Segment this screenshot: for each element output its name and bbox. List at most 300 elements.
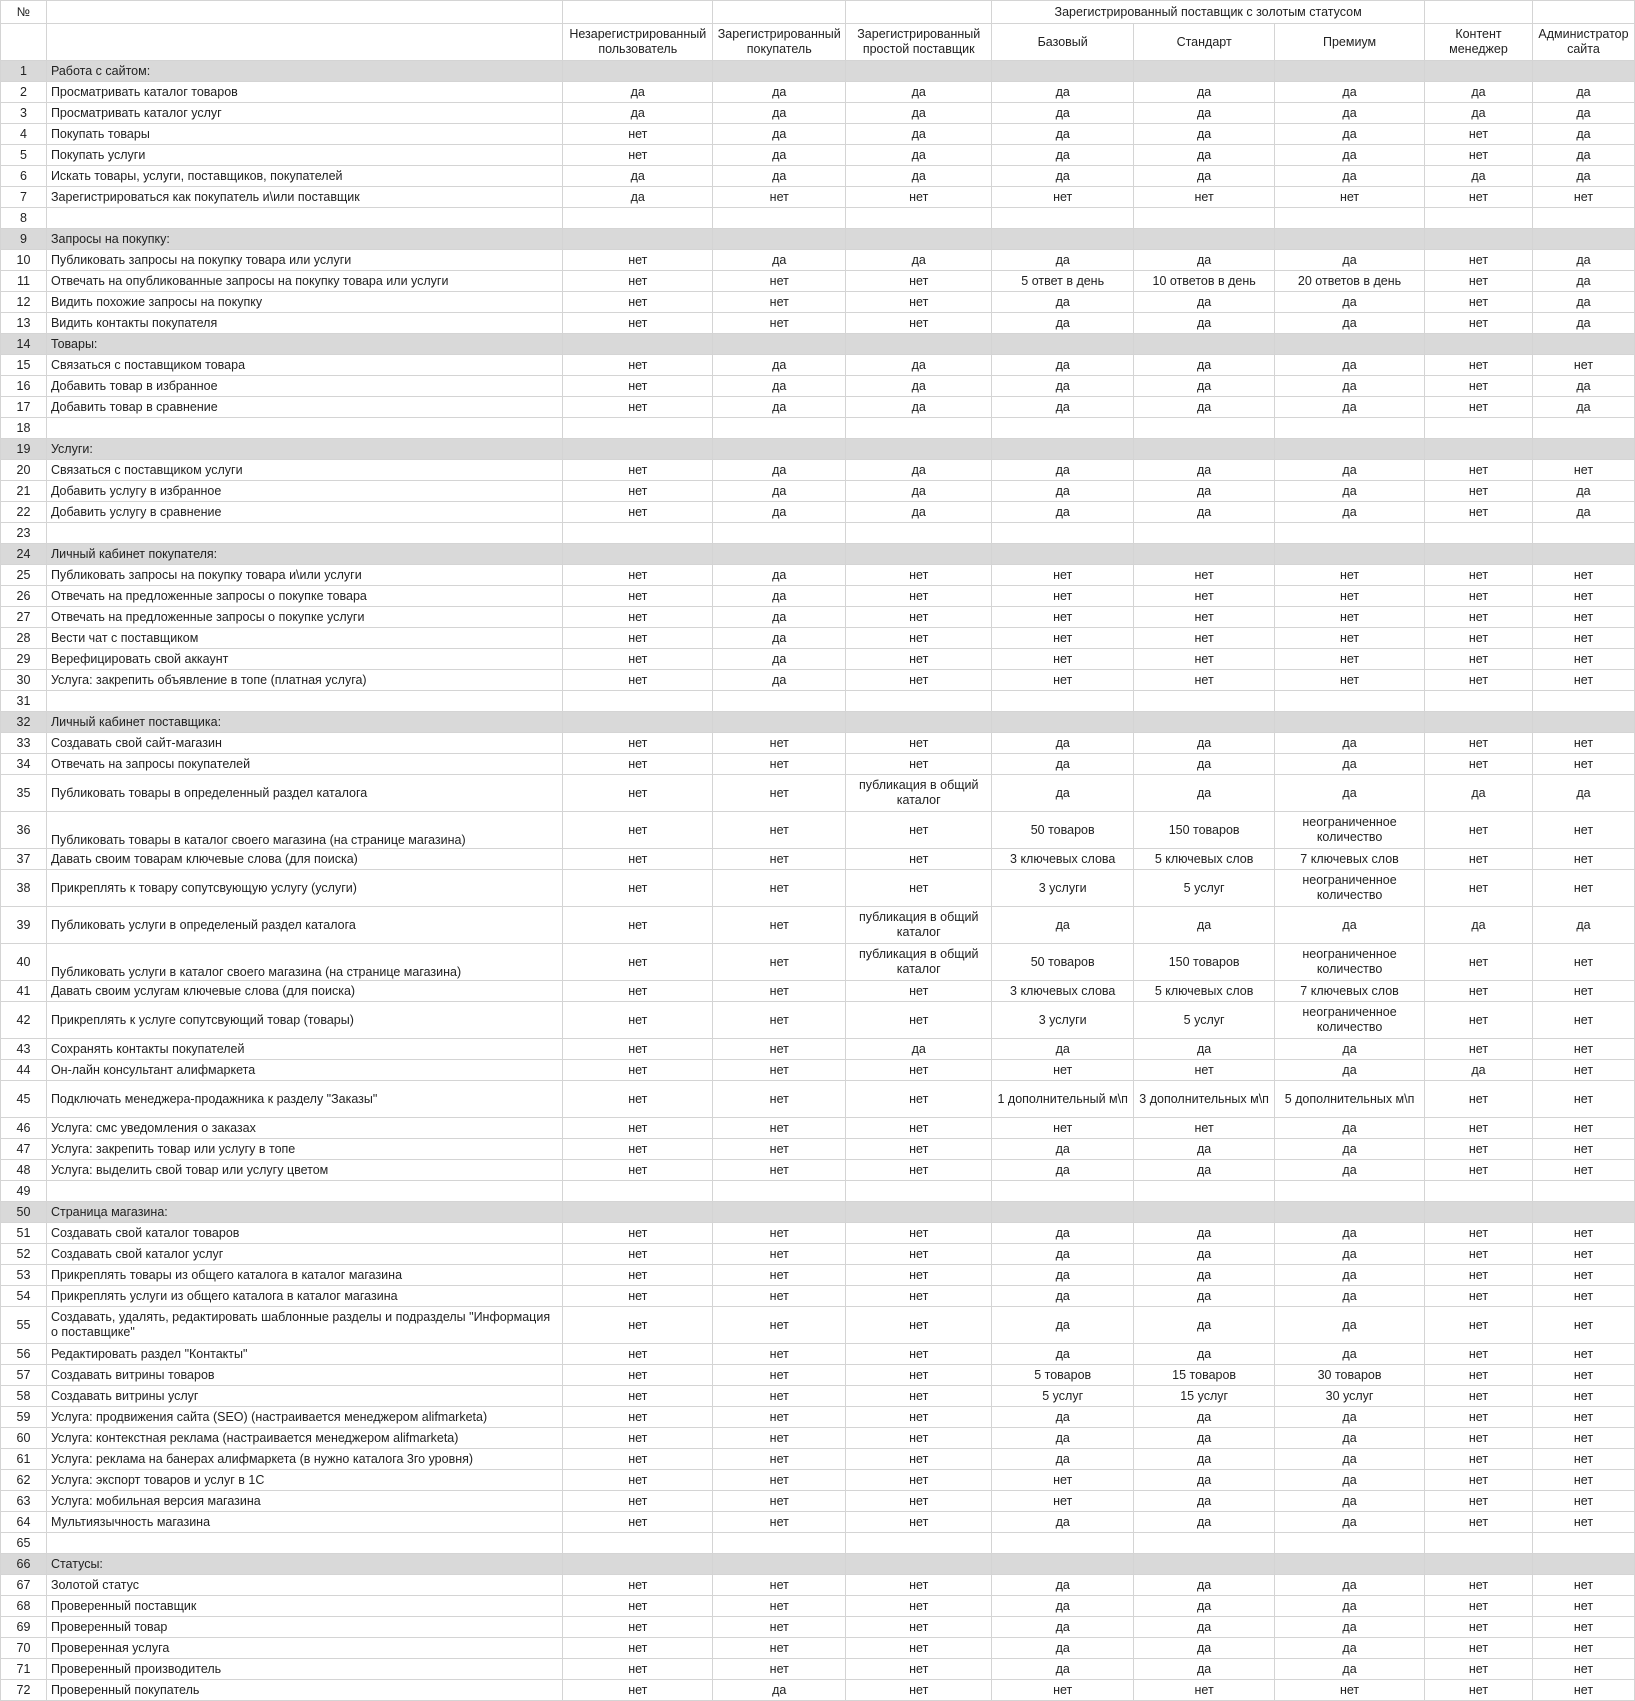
value-cell[interactable]: нет: [713, 1491, 846, 1512]
value-cell[interactable]: да: [1134, 1244, 1275, 1265]
value-cell[interactable]: нет: [1425, 754, 1533, 775]
value-cell[interactable]: нет: [1425, 1449, 1533, 1470]
value-cell[interactable]: нет: [713, 271, 846, 292]
value-cell[interactable]: [713, 1554, 846, 1575]
value-cell[interactable]: публикация в общий каталог: [846, 944, 992, 981]
value-cell[interactable]: [1134, 208, 1275, 229]
value-cell[interactable]: нет: [846, 1002, 992, 1039]
feature-cell[interactable]: Публиковать запросы на покупку товара или услуги: [46, 250, 562, 271]
value-cell[interactable]: 50 товаров: [992, 944, 1134, 981]
value-cell[interactable]: [1425, 1181, 1533, 1202]
value-cell[interactable]: нет: [713, 1617, 846, 1638]
value-cell[interactable]: нет: [1275, 187, 1425, 208]
value-cell[interactable]: нет: [1275, 607, 1425, 628]
value-cell[interactable]: нет: [1425, 1286, 1533, 1307]
value-cell[interactable]: нет: [1532, 1407, 1634, 1428]
row-number-cell[interactable]: 65: [1, 1533, 47, 1554]
feature-cell[interactable]: Прикреплять товары из общего каталога в каталог магазина: [46, 1265, 562, 1286]
value-cell[interactable]: нет: [1425, 628, 1533, 649]
value-cell[interactable]: да: [992, 376, 1134, 397]
value-cell[interactable]: [846, 691, 992, 712]
feature-cell[interactable]: Добавить товар в сравнение: [46, 397, 562, 418]
value-cell[interactable]: да: [1134, 250, 1275, 271]
value-cell[interactable]: да: [713, 460, 846, 481]
value-cell[interactable]: да: [1275, 460, 1425, 481]
value-cell[interactable]: [1275, 1533, 1425, 1554]
value-cell[interactable]: [713, 1202, 846, 1223]
value-cell[interactable]: да: [1275, 1512, 1425, 1533]
value-cell[interactable]: [563, 712, 713, 733]
value-cell[interactable]: нет: [846, 271, 992, 292]
value-cell[interactable]: да: [1275, 1449, 1425, 1470]
value-cell[interactable]: да: [1134, 1617, 1275, 1638]
value-cell[interactable]: да: [1134, 1470, 1275, 1491]
row-number-cell[interactable]: 34: [1, 754, 47, 775]
value-cell[interactable]: да: [713, 103, 846, 124]
value-cell[interactable]: нет: [563, 1512, 713, 1533]
value-cell[interactable]: нет: [563, 628, 713, 649]
value-cell[interactable]: нет: [846, 1449, 992, 1470]
value-cell[interactable]: нет: [713, 1060, 846, 1081]
row-number-cell[interactable]: 45: [1, 1081, 47, 1118]
value-cell[interactable]: [1425, 229, 1533, 250]
row-number-cell[interactable]: 17: [1, 397, 47, 418]
value-cell[interactable]: нет: [563, 1002, 713, 1039]
value-cell[interactable]: [1425, 712, 1533, 733]
header-cell-empty[interactable]: [713, 1, 846, 24]
value-cell[interactable]: да: [563, 166, 713, 187]
value-cell[interactable]: нет: [1532, 1512, 1634, 1533]
row-number-cell[interactable]: 60: [1, 1428, 47, 1449]
value-cell[interactable]: да: [1275, 397, 1425, 418]
value-cell[interactable]: нет: [713, 870, 846, 907]
value-cell[interactable]: [846, 334, 992, 355]
value-cell[interactable]: нет: [846, 1286, 992, 1307]
value-cell[interactable]: [1425, 1554, 1533, 1575]
value-cell[interactable]: [1275, 439, 1425, 460]
value-cell[interactable]: нет: [1425, 1139, 1533, 1160]
row-number-cell[interactable]: 25: [1, 565, 47, 586]
value-cell[interactable]: нет: [992, 607, 1134, 628]
row-number-cell[interactable]: 38: [1, 870, 47, 907]
value-cell[interactable]: нет: [1532, 628, 1634, 649]
value-cell[interactable]: 15 услуг: [1134, 1386, 1275, 1407]
row-number-cell[interactable]: 70: [1, 1638, 47, 1659]
value-cell[interactable]: нет: [846, 1386, 992, 1407]
value-cell[interactable]: [563, 334, 713, 355]
feature-cell[interactable]: Добавить услугу в сравнение: [46, 502, 562, 523]
value-cell[interactable]: [846, 544, 992, 565]
value-cell[interactable]: нет: [1275, 565, 1425, 586]
value-cell[interactable]: нет: [1134, 1680, 1275, 1701]
value-cell[interactable]: да: [713, 628, 846, 649]
value-cell[interactable]: нет: [846, 1617, 992, 1638]
value-cell[interactable]: нет: [563, 1596, 713, 1617]
value-cell[interactable]: да: [1134, 460, 1275, 481]
value-cell[interactable]: да: [1134, 1265, 1275, 1286]
value-cell[interactable]: нет: [1134, 628, 1275, 649]
row-number-cell[interactable]: 9: [1, 229, 47, 250]
value-cell[interactable]: нет: [1275, 1680, 1425, 1701]
value-cell[interactable]: [1425, 334, 1533, 355]
value-cell[interactable]: да: [846, 376, 992, 397]
row-number-cell[interactable]: 59: [1, 1407, 47, 1428]
value-cell[interactable]: нет: [1425, 1223, 1533, 1244]
value-cell[interactable]: нет: [1532, 1575, 1634, 1596]
value-cell[interactable]: нет: [992, 1470, 1134, 1491]
value-cell[interactable]: да: [1275, 82, 1425, 103]
value-cell[interactable]: нет: [846, 649, 992, 670]
value-cell[interactable]: да: [846, 502, 992, 523]
value-cell[interactable]: да: [992, 733, 1134, 754]
value-cell[interactable]: [1275, 523, 1425, 544]
value-cell[interactable]: нет: [563, 1118, 713, 1139]
value-cell[interactable]: [992, 1202, 1134, 1223]
value-cell[interactable]: нет: [1532, 649, 1634, 670]
value-cell[interactable]: нет: [1532, 1470, 1634, 1491]
value-cell[interactable]: да: [1532, 907, 1634, 944]
value-cell[interactable]: нет: [1275, 586, 1425, 607]
value-cell[interactable]: 5 услуг: [1134, 1002, 1275, 1039]
value-cell[interactable]: [1532, 523, 1634, 544]
value-cell[interactable]: да: [846, 1039, 992, 1060]
value-cell[interactable]: да: [1275, 313, 1425, 334]
section-title-cell[interactable]: Товары:: [46, 334, 562, 355]
value-cell[interactable]: нет: [1425, 1491, 1533, 1512]
value-cell[interactable]: нет: [563, 586, 713, 607]
row-number-cell[interactable]: 54: [1, 1286, 47, 1307]
value-cell[interactable]: нет: [1134, 1118, 1275, 1139]
value-cell[interactable]: [1425, 418, 1533, 439]
gold-status-group-header[interactable]: Зарегистрированный поставщик с золотым статусом: [992, 1, 1425, 24]
feature-cell[interactable]: Подключать менеджера-продажника к разделу "Заказы": [46, 1081, 562, 1118]
row-number-cell[interactable]: 61: [1, 1449, 47, 1470]
value-cell[interactable]: нет: [1425, 1002, 1533, 1039]
value-cell[interactable]: да: [1532, 145, 1634, 166]
value-cell[interactable]: нет: [1425, 271, 1533, 292]
value-cell[interactable]: 1 дополнительный м\п: [992, 1081, 1134, 1118]
number-header-cell[interactable]: №: [1, 1, 47, 24]
value-cell[interactable]: да: [1275, 124, 1425, 145]
value-cell[interactable]: нет: [713, 1449, 846, 1470]
row-number-cell[interactable]: 51: [1, 1223, 47, 1244]
value-cell[interactable]: [1532, 1202, 1634, 1223]
value-cell[interactable]: нет: [992, 586, 1134, 607]
feature-cell[interactable]: [46, 208, 562, 229]
value-cell[interactable]: да: [992, 82, 1134, 103]
value-cell[interactable]: [846, 712, 992, 733]
value-cell[interactable]: да: [713, 481, 846, 502]
value-cell[interactable]: да: [1275, 1344, 1425, 1365]
value-cell[interactable]: нет: [563, 1638, 713, 1659]
value-cell[interactable]: нет: [846, 670, 992, 691]
value-cell[interactable]: нет: [713, 812, 846, 849]
value-cell[interactable]: нет: [1532, 812, 1634, 849]
value-cell[interactable]: нет: [846, 1139, 992, 1160]
value-cell[interactable]: да: [1275, 1160, 1425, 1181]
value-cell[interactable]: нет: [846, 981, 992, 1002]
value-cell[interactable]: да: [713, 607, 846, 628]
value-cell[interactable]: да: [713, 355, 846, 376]
value-cell[interactable]: да: [992, 292, 1134, 313]
feature-cell[interactable]: Золотой статус: [46, 1575, 562, 1596]
value-cell[interactable]: да: [713, 1680, 846, 1701]
value-cell[interactable]: [563, 439, 713, 460]
value-cell[interactable]: [1532, 691, 1634, 712]
value-cell[interactable]: да: [992, 250, 1134, 271]
feature-cell[interactable]: Отвечать на опубликованные запросы на покупку товара или услуги: [46, 271, 562, 292]
value-cell[interactable]: да: [1532, 166, 1634, 187]
value-cell[interactable]: [713, 229, 846, 250]
value-cell[interactable]: нет: [846, 870, 992, 907]
row-number-cell[interactable]: 24: [1, 544, 47, 565]
feature-cell[interactable]: Проверенный поставщик: [46, 1596, 562, 1617]
value-cell[interactable]: да: [846, 103, 992, 124]
value-cell[interactable]: да: [1134, 1223, 1275, 1244]
value-cell[interactable]: нет: [713, 1307, 846, 1344]
value-cell[interactable]: нет: [846, 586, 992, 607]
value-cell[interactable]: да: [1134, 1491, 1275, 1512]
section-title-cell[interactable]: Работа с сайтом:: [46, 61, 562, 82]
value-cell[interactable]: да: [713, 145, 846, 166]
value-cell[interactable]: нет: [563, 1081, 713, 1118]
value-cell[interactable]: нет: [563, 1470, 713, 1491]
value-cell[interactable]: да: [1275, 502, 1425, 523]
value-cell[interactable]: да: [1134, 292, 1275, 313]
row-number-cell[interactable]: 18: [1, 418, 47, 439]
value-cell[interactable]: [1275, 61, 1425, 82]
value-cell[interactable]: [563, 691, 713, 712]
value-cell[interactable]: да: [1134, 397, 1275, 418]
col-header-content-manager[interactable]: Контент менеджер: [1425, 24, 1533, 61]
value-cell[interactable]: нет: [1425, 649, 1533, 670]
value-cell[interactable]: нет: [713, 1512, 846, 1533]
value-cell[interactable]: да: [1532, 481, 1634, 502]
value-cell[interactable]: да: [1275, 1139, 1425, 1160]
feature-cell[interactable]: Прикреплять к услуге сопутсвующий товар (товары): [46, 1002, 562, 1039]
feature-cell[interactable]: Отвечать на предложенные запросы о покупке услуги: [46, 607, 562, 628]
value-cell[interactable]: нет: [563, 1265, 713, 1286]
col-header-site-admin[interactable]: Администратор сайта: [1532, 24, 1634, 61]
value-cell[interactable]: нет: [1425, 1118, 1533, 1139]
feature-cell[interactable]: [46, 1181, 562, 1202]
value-cell[interactable]: нет: [1425, 1244, 1533, 1265]
header-cell-empty[interactable]: [846, 1, 992, 24]
value-cell[interactable]: 5 услуг: [992, 1386, 1134, 1407]
value-cell[interactable]: [992, 439, 1134, 460]
value-cell[interactable]: нет: [1425, 670, 1533, 691]
value-cell[interactable]: [563, 208, 713, 229]
value-cell[interactable]: [1532, 439, 1634, 460]
section-title-cell[interactable]: Статусы:: [46, 1554, 562, 1575]
feature-cell[interactable]: Редактировать раздел "Контакты": [46, 1344, 562, 1365]
value-cell[interactable]: 5 ключевых слов: [1134, 981, 1275, 1002]
value-cell[interactable]: нет: [1425, 1365, 1533, 1386]
value-cell[interactable]: нет: [1275, 670, 1425, 691]
value-cell[interactable]: да: [1532, 292, 1634, 313]
value-cell[interactable]: нет: [1425, 1307, 1533, 1344]
value-cell[interactable]: нет: [1425, 586, 1533, 607]
value-cell[interactable]: [1532, 1533, 1634, 1554]
value-cell[interactable]: [992, 229, 1134, 250]
value-cell[interactable]: да: [1275, 1265, 1425, 1286]
value-cell[interactable]: нет: [992, 187, 1134, 208]
value-cell[interactable]: нет: [563, 1344, 713, 1365]
value-cell[interactable]: нет: [1425, 733, 1533, 754]
value-cell[interactable]: [1425, 691, 1533, 712]
value-cell[interactable]: нет: [1425, 812, 1533, 849]
value-cell[interactable]: 3 ключевых слова: [992, 981, 1134, 1002]
value-cell[interactable]: [1134, 1554, 1275, 1575]
value-cell[interactable]: нет: [992, 1118, 1134, 1139]
value-cell[interactable]: [713, 544, 846, 565]
row-number-cell[interactable]: 2: [1, 82, 47, 103]
value-cell[interactable]: нет: [1532, 1428, 1634, 1449]
value-cell[interactable]: нет: [1532, 460, 1634, 481]
row-number-cell[interactable]: 26: [1, 586, 47, 607]
value-cell[interactable]: да: [846, 250, 992, 271]
value-cell[interactable]: нет: [563, 460, 713, 481]
value-cell[interactable]: [1275, 544, 1425, 565]
row-number-cell[interactable]: 10: [1, 250, 47, 271]
feature-cell[interactable]: Создавать, удалять, редактировать шаблонные разделы и подразделы "Информация о поставщике": [46, 1307, 562, 1344]
value-cell[interactable]: 150 товаров: [1134, 812, 1275, 849]
col-header-registered-buyer[interactable]: Зарегистрированный покупатель: [713, 24, 846, 61]
value-cell[interactable]: да: [992, 1344, 1134, 1365]
feature-cell[interactable]: Зарегистрироваться как покупатель и\или поставщик: [46, 187, 562, 208]
value-cell[interactable]: да: [992, 460, 1134, 481]
value-cell[interactable]: да: [1425, 907, 1533, 944]
value-cell[interactable]: [1134, 418, 1275, 439]
feature-cell[interactable]: Услуга: продвижения сайта (SEO) (настраивается менеджером alifmarketa): [46, 1407, 562, 1428]
value-cell[interactable]: да: [1134, 103, 1275, 124]
value-cell[interactable]: нет: [713, 1659, 846, 1680]
value-cell[interactable]: нет: [992, 1491, 1134, 1512]
value-cell[interactable]: да: [1532, 82, 1634, 103]
value-cell[interactable]: нет: [1425, 1470, 1533, 1491]
value-cell[interactable]: да: [1275, 1118, 1425, 1139]
value-cell[interactable]: да: [1275, 754, 1425, 775]
value-cell[interactable]: нет: [846, 1244, 992, 1265]
value-cell[interactable]: [846, 418, 992, 439]
value-cell[interactable]: да: [992, 1223, 1134, 1244]
value-cell[interactable]: нет: [713, 1265, 846, 1286]
value-cell[interactable]: [992, 334, 1134, 355]
value-cell[interactable]: нет: [1425, 397, 1533, 418]
value-cell[interactable]: 5 ключевых слов: [1134, 849, 1275, 870]
value-cell[interactable]: да: [1134, 754, 1275, 775]
value-cell[interactable]: нет: [1532, 1344, 1634, 1365]
row-number-cell[interactable]: 33: [1, 733, 47, 754]
col-header-basic[interactable]: Базовый: [992, 24, 1134, 61]
value-cell[interactable]: нет: [1134, 607, 1275, 628]
value-cell[interactable]: нет: [713, 775, 846, 812]
value-cell[interactable]: [1425, 1533, 1533, 1554]
value-cell[interactable]: нет: [1532, 586, 1634, 607]
feature-cell[interactable]: Создавать свой сайт-магазин: [46, 733, 562, 754]
value-cell[interactable]: нет: [1425, 481, 1533, 502]
value-cell[interactable]: нет: [563, 1680, 713, 1701]
value-cell[interactable]: 3 услуги: [992, 870, 1134, 907]
value-cell[interactable]: нет: [846, 1118, 992, 1139]
value-cell[interactable]: нет: [1532, 607, 1634, 628]
col-header-unregistered-user[interactable]: Незарегистрированный пользователь: [563, 24, 713, 61]
row-number-cell[interactable]: 3: [1, 103, 47, 124]
value-cell[interactable]: нет: [563, 775, 713, 812]
value-cell[interactable]: нет: [563, 1491, 713, 1512]
value-cell[interactable]: да: [1275, 250, 1425, 271]
value-cell[interactable]: [846, 1202, 992, 1223]
value-cell[interactable]: неограниченное количество: [1275, 870, 1425, 907]
value-cell[interactable]: нет: [713, 1428, 846, 1449]
feature-cell[interactable]: Вести чат с поставщиком: [46, 628, 562, 649]
value-cell[interactable]: [713, 439, 846, 460]
value-cell[interactable]: нет: [713, 907, 846, 944]
row-number-cell[interactable]: 16: [1, 376, 47, 397]
value-cell[interactable]: нет: [846, 1575, 992, 1596]
value-cell[interactable]: нет: [1134, 586, 1275, 607]
value-cell[interactable]: да: [1134, 145, 1275, 166]
value-cell[interactable]: да: [1134, 1307, 1275, 1344]
value-cell[interactable]: нет: [563, 250, 713, 271]
section-title-cell[interactable]: Запросы на покупку:: [46, 229, 562, 250]
feature-cell[interactable]: Создавать витрины товаров: [46, 1365, 562, 1386]
value-cell[interactable]: да: [1134, 166, 1275, 187]
header-cell-empty[interactable]: [1532, 1, 1634, 24]
value-cell[interactable]: нет: [846, 292, 992, 313]
value-cell[interactable]: нет: [1425, 849, 1533, 870]
value-cell[interactable]: да: [992, 1139, 1134, 1160]
value-cell[interactable]: 5 дополнительных м\п: [1275, 1081, 1425, 1118]
feature-cell[interactable]: Услуга: выделить свой товар или услугу цветом: [46, 1160, 562, 1181]
row-number-cell[interactable]: 8: [1, 208, 47, 229]
value-cell[interactable]: нет: [713, 1139, 846, 1160]
value-cell[interactable]: нет: [1134, 649, 1275, 670]
value-cell[interactable]: нет: [1532, 1265, 1634, 1286]
value-cell[interactable]: нет: [563, 145, 713, 166]
value-cell[interactable]: [992, 712, 1134, 733]
value-cell[interactable]: нет: [1134, 187, 1275, 208]
value-cell[interactable]: да: [1275, 775, 1425, 812]
value-cell[interactable]: нет: [1425, 250, 1533, 271]
value-cell[interactable]: нет: [846, 733, 992, 754]
value-cell[interactable]: [1134, 334, 1275, 355]
feature-cell[interactable]: Услуга: закрепить объявление в топе (платная услуга): [46, 670, 562, 691]
value-cell[interactable]: нет: [1425, 313, 1533, 334]
value-cell[interactable]: [563, 523, 713, 544]
header-cell-empty[interactable]: [1425, 1, 1533, 24]
feature-cell[interactable]: Проверенная услуга: [46, 1638, 562, 1659]
value-cell[interactable]: нет: [992, 628, 1134, 649]
value-cell[interactable]: нет: [846, 1512, 992, 1533]
value-cell[interactable]: неограниченное количество: [1275, 812, 1425, 849]
value-cell[interactable]: нет: [846, 1659, 992, 1680]
value-cell[interactable]: нет: [846, 628, 992, 649]
value-cell[interactable]: да: [1275, 907, 1425, 944]
row-number-cell[interactable]: 7: [1, 187, 47, 208]
value-cell[interactable]: нет: [563, 292, 713, 313]
value-cell[interactable]: [713, 712, 846, 733]
value-cell[interactable]: да: [1134, 1407, 1275, 1428]
value-cell[interactable]: да: [563, 187, 713, 208]
feature-cell[interactable]: Услуга: контекстная реклама (настраивается менеджером alifmarketa): [46, 1428, 562, 1449]
value-cell[interactable]: нет: [563, 1407, 713, 1428]
value-cell[interactable]: да: [1275, 1575, 1425, 1596]
value-cell[interactable]: [713, 61, 846, 82]
value-cell[interactable]: [1134, 1202, 1275, 1223]
value-cell[interactable]: [1532, 61, 1634, 82]
value-cell[interactable]: нет: [713, 981, 846, 1002]
